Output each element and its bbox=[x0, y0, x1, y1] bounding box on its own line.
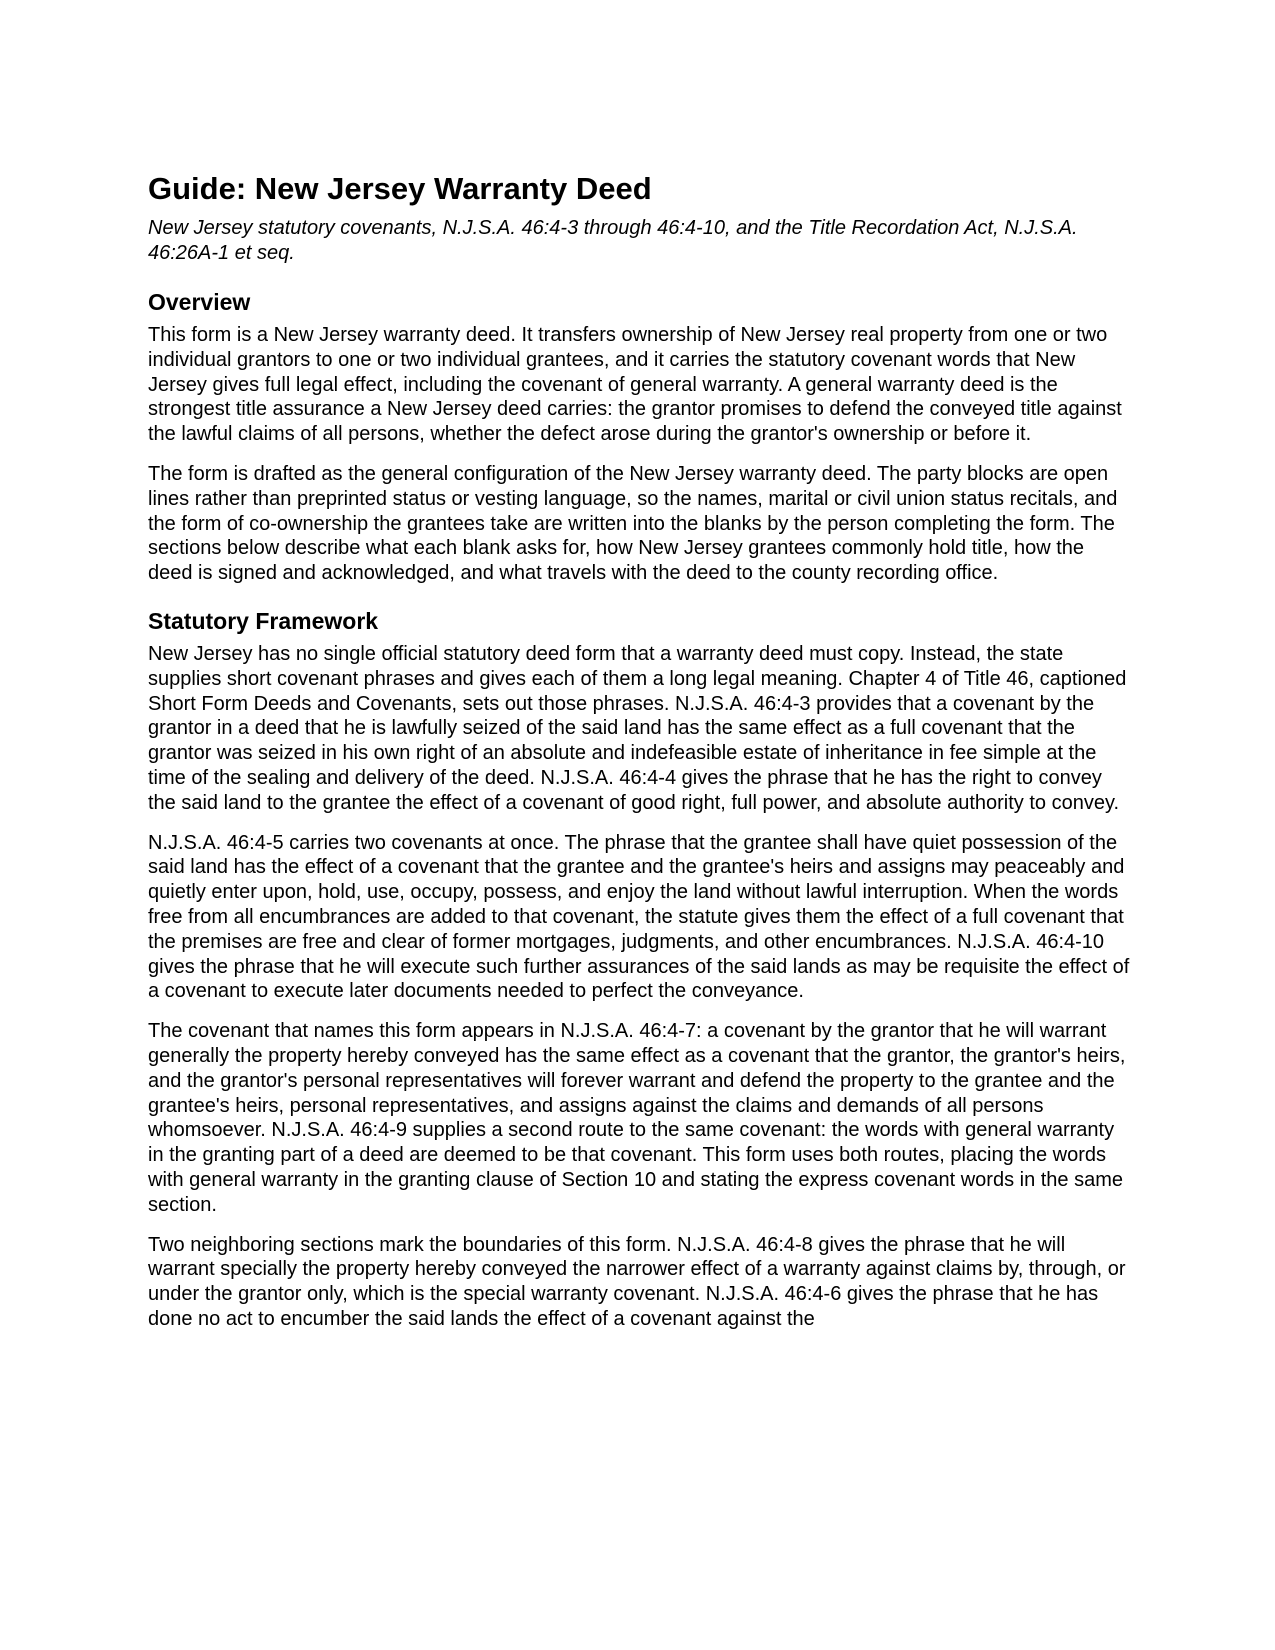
document-page bbox=[148, 170, 1133, 1347]
paragraph: The form is drafted as the general configuration of the New Jersey warranty deed. The party blocks are open lines rather than preprinted status or vesting language, so the names, marital or civil union status recitals, and the form of co-ownership the grantees take are written into the blanks by the person completing the form. The sections below describe what each blank asks for, how New Jersey grantees commonly hold title, how the deed is signed and acknowledged, and what travels with the deed to the county recording office. bbox=[148, 462, 1118, 585]
section-heading: Overview bbox=[148, 289, 251, 315]
document-title: Guide: New Jersey Warranty Deed bbox=[148, 171, 652, 206]
section-overview bbox=[148, 287, 1133, 586]
paragraph: Two neighboring sections mark the boundaries of this form. N.J.S.A. 46:4-8 gives the phrase that he will warrant specially the property hereby conveyed the narrower effect of a warranty against claims by, through, or under the grantor only, which is the special warranty covenant. N.J.S.A. 46:4-6 gives the phrase that he has done no act to encumber the said lands the effect of a covenant against the bbox=[148, 1233, 1126, 1330]
paragraph: The covenant that names this form appears in N.J.S.A. 46:4-7: a covenant by the grantor that he will warrant generally the property hereby conveyed has the same effect as a covenant that the grantor, the grantor's heirs, and the grantor's personal representatives will forever warrant and defend the property to the grantee and the grantee's heirs, personal representatives, and assigns against the claims and demands of all persons whomsoever. N.J.S.A. 46:4-9 supplies a second route to the same covenant: the words with general warranty in the granting part of a deed are deemed to be that covenant. This form uses both routes, placing the words with general warranty in the granting clause of Section 10 and stating the express covenant words in the same section. bbox=[148, 1020, 1126, 1216]
section-heading: Statutory Framework bbox=[148, 607, 379, 634]
paragraph: N.J.S.A. 46:4-5 carries two covenants at once. The phrase that the grantee shall have quiet possession of the said land has the effect of a covenant that the grantee and the grantee's heirs and assigns may peaceably and quietly enter upon, hold, use, occupy, possess, and enjoy the land without lawful interruption. When the words free from all encumbrances are added to that covenant, the statute gives them the effect of a full covenant that the premises are free and clear of former mortgages, judgments, and other encumbrances. N.J.S.A. 46:4-10 gives the phrase that he will execute such further assurances of the said lands as may be requisite the effect of a covenant to execute later documents needed to perfect the conveyance. bbox=[148, 831, 1130, 1003]
paragraph: New Jersey has no single official statutory deed form that a warranty deed must copy. Instead, the state supplies short covenant phrases and gives each of them a long legal meaning. Chapter 4 of Title 46, captioned Short Form Deeds and Covenants, sets out those phrases. N.J.S.A. 46:4-3 provides that a covenant by the grantor in a deed that he is lawfully seized of the said land has the same effect as a full covenant that the grantor was seized in his own right of an absolute and indefeasible estate of inheritance in fee simple at the time of the sealing and delivery of the deed. N.J.S.A. 46:4-4 gives the phrase that he has the right to convey the said land to the grantee the effect of a covenant of good right, full power, and absolute authority to convey. bbox=[148, 642, 1127, 814]
paragraph: This form is a New Jersey warranty deed. It transfers ownership of New Jersey real property from one or two individual grantors to one or two individual grantees, and it carries the statutory covenant words that New Jersey gives full legal effect, including the covenant of general warranty. A general warranty deed is the strongest title assurance a New Jersey deed carries: the grantor promises to defend the conveyed title against the lawful claims of all persons, whether the defect arose during the grantor's ownership or before it. bbox=[148, 324, 1122, 446]
section-statutory-framework bbox=[148, 606, 1133, 1332]
document-subtitle: New Jersey statutory covenants, N.J.S.A. 46:4-3 through 46:4-10, and the Title Recordation Act, N.J.S.A. 46:26A-1 et seq. bbox=[148, 217, 1078, 264]
